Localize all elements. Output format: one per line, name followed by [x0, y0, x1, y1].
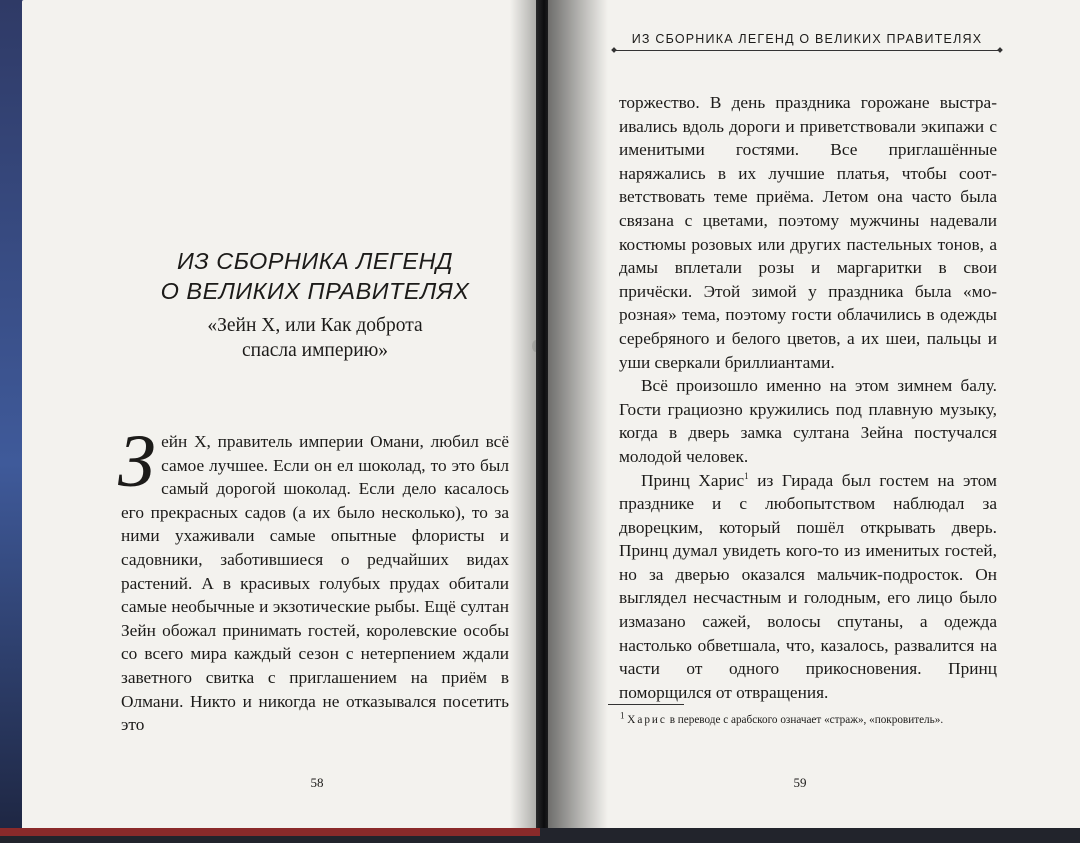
drop-cap: З: [118, 420, 156, 503]
left-page: [22, 0, 540, 828]
chapter-subtitle-line: «Зейн Х, или Как доброта: [207, 315, 423, 336]
paragraph: ейн Х, правитель империи Омани, любил всё самое лучшее. Если он ел шоколад, то это был самый дорогой шоколад. Если дело касалось его прекрасных садов (а их было несколько), то за ними ухаживали самые опытные флористы и садовники, заботившиеся о редчайших видах растений. А в красивых голубых прудах обитали самые необычные и экзотические рыбы. Ещё султан Зейн обожал принимать гостей, королевские особы со всего мира каждый сезон с нетерпением ждали заветного свитка с приглашением на приём в Олмани. Никто и никогда не отказывался посетить это: [121, 432, 509, 735]
page-number-left: 58: [310, 775, 324, 790]
footnote: [620, 711, 996, 729]
footnote-reference[interactable]: 1: [744, 470, 749, 481]
paragraph: Всё произошло именно на этом зимнем балу. Гости грациозно кружились под плавную музыку, когда в дверь замка султана Зейна постучался молодой человек.: [619, 376, 997, 466]
right-page: [548, 0, 1080, 828]
header-rule: [614, 50, 1000, 51]
chapter-subtitle: [150, 313, 480, 363]
footnote-rule: [608, 704, 684, 705]
scan-bottom-edge: [0, 828, 1080, 843]
paragraph: [619, 469, 997, 705]
cover-band: [0, 828, 540, 836]
page-number-right: 59: [793, 775, 807, 790]
book-cover-edge: [0, 0, 24, 843]
chapter-title: [150, 246, 480, 306]
body-text-left: [118, 420, 509, 737]
chapter-subtitle-line: спасла империю»: [241, 340, 389, 361]
chapter-title-line: ИЗ СБОРНИКА ЛЕГЕНД: [176, 248, 454, 274]
body-text-right: [619, 91, 997, 704]
paragraph-text: Принц Харис: [641, 470, 745, 490]
paragraph: торжество. В день праздника горожане выстраивались вдоль дороги и приветствовали экипажи с именитыми гостями. Все приглашённые наряжались в их лучшие платья, чтобы соответствовать теме приёма. Летом она часто была связана с цветами, поэтому мужчины надевали костюмы розовых или других пастельных тонов, а дамы вплетали розы и маргаритки в свои причёски. Этой зимой у праздника была «морозная» тема, поэтому гости облачились в одежды серебряного и белого цветов, а их шеи, пальцы и уши сверкали бриллиантами.: [619, 93, 997, 372]
footnote-text: в переводе с арабского означает «страж», «покровитель».: [666, 714, 944, 726]
paragraph-text: из Гирада был гостем на этом празднике и с любопытством наблюдал за дворецким, который пошёл открывать дверь. Принц думал увидеть кого-то из именитых гостей, но за дверью оказался мальчик-подросток. Он выглядел несчастным и голодным, его лицо было измазано сажей, волосы спутаны, а одежда настолько обветшала, что, казалось, развалится на части от одного прикосновения. Принц поморщился от отвращения.: [619, 470, 997, 702]
running-header: ИЗ СБОРНИКА ЛЕГЕНД О ВЕЛИКИХ ПРАВИТЕЛЯХ: [631, 32, 983, 46]
chapter-title-line: О ВЕЛИКИХ ПРАВИТЕЛЯХ: [160, 278, 470, 304]
footnote-mark: 1: [620, 710, 625, 721]
footnote-term: Харис: [627, 714, 667, 726]
